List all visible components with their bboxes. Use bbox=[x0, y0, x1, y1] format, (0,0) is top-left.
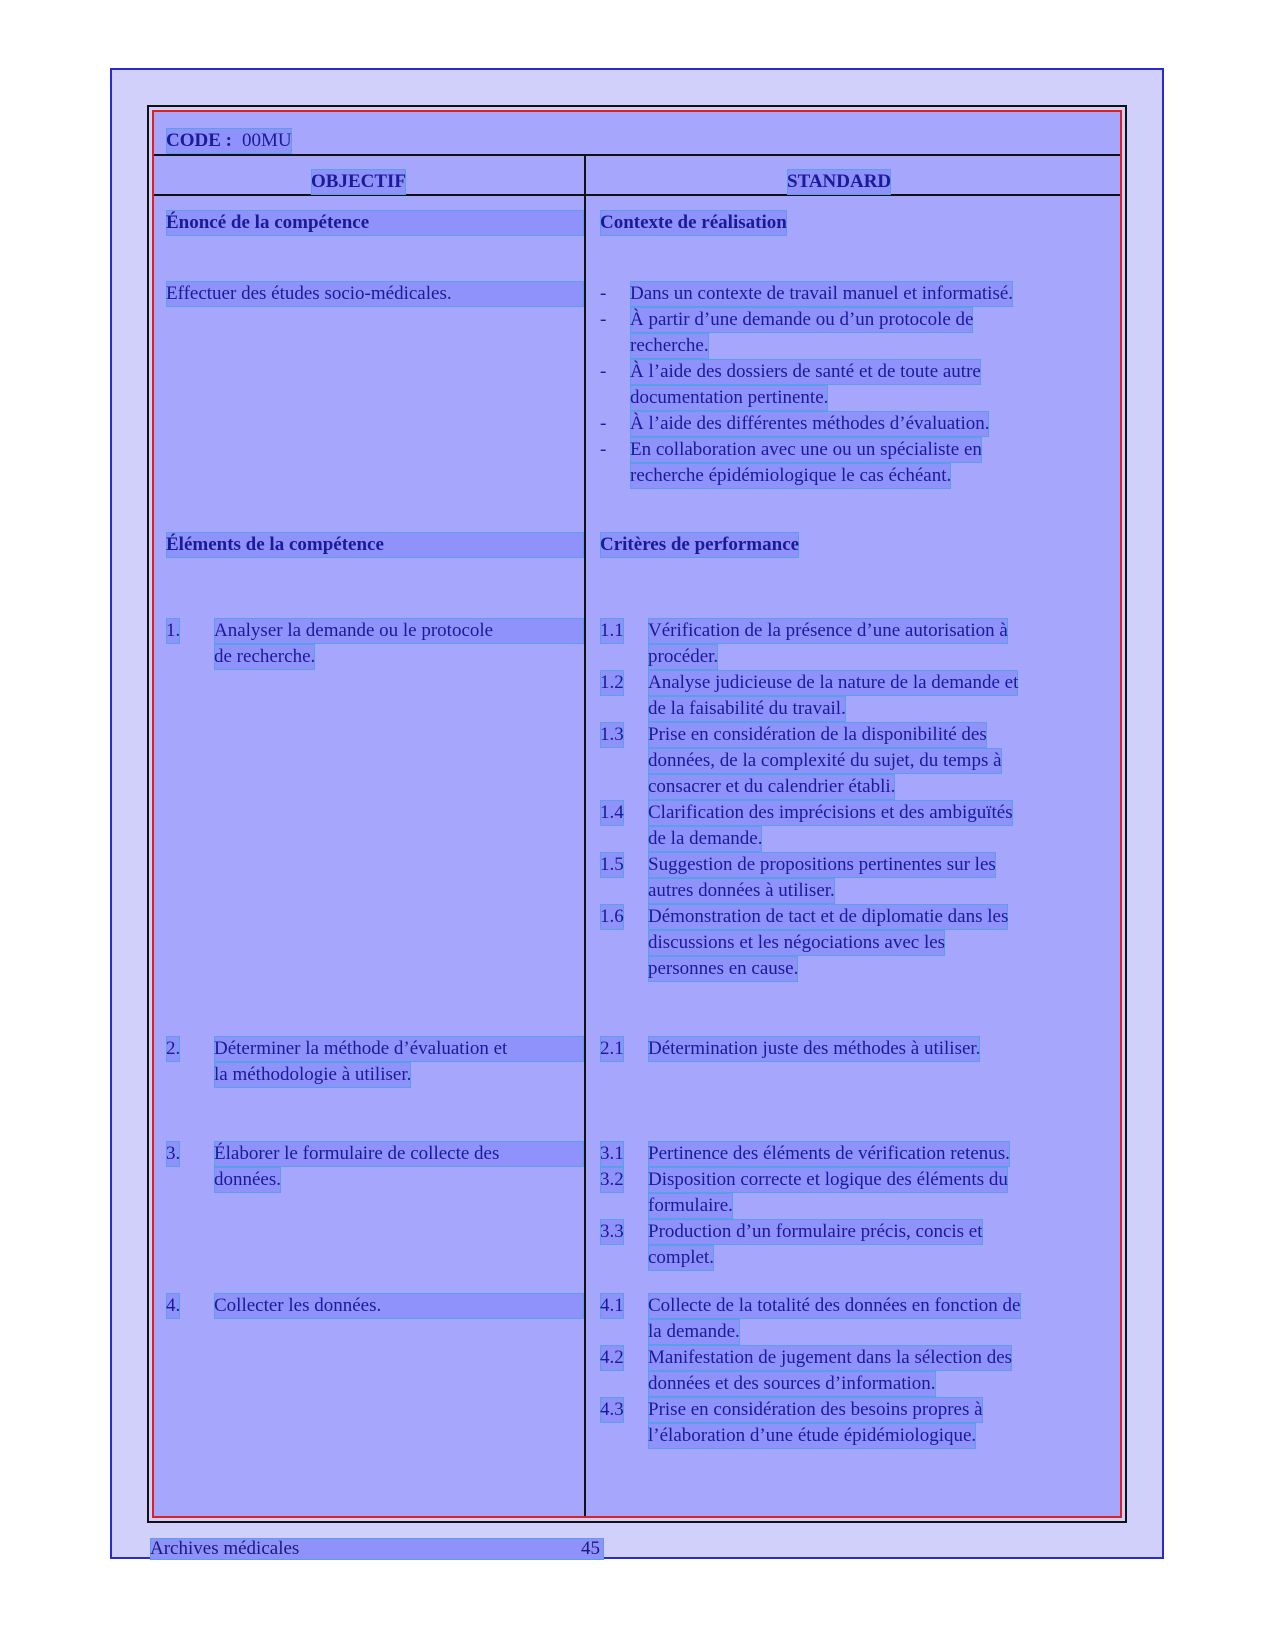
context-item-line: À l’aide des dossiers de santé et de toute autre bbox=[630, 359, 981, 385]
criterion-line: Suggestion de propositions pertinentes sur les bbox=[648, 852, 996, 878]
criterion-number: 4.3 bbox=[600, 1397, 624, 1423]
context-item-line: En collaboration avec une ou un spécialiste en bbox=[630, 437, 982, 463]
criterion-number: 3.3 bbox=[600, 1219, 624, 1245]
element-number: 2. bbox=[166, 1036, 180, 1062]
context-item-line: recherche. bbox=[630, 333, 709, 359]
criterion-line: discussions et les négociations avec les bbox=[648, 930, 945, 956]
element-number: 3. bbox=[166, 1141, 180, 1167]
criterion-line: la demande. bbox=[648, 1319, 740, 1345]
rule-under-headers bbox=[154, 194, 1120, 196]
criterion-line: l’élaboration d’une étude épidémiologique. bbox=[648, 1423, 976, 1449]
elements-title: Éléments de la compétence bbox=[166, 532, 584, 558]
header-objectif: OBJECTIF bbox=[311, 169, 406, 195]
competency-statement: Effectuer des études socio-médicales. bbox=[166, 281, 584, 307]
context-bullet: - bbox=[600, 283, 607, 304]
criterion-line: données, de la complexité du sujet, du temps à bbox=[648, 748, 1002, 774]
criterion-number: 1.6 bbox=[600, 904, 624, 930]
criterion-line: Manifestation de jugement dans la sélection des bbox=[648, 1345, 1012, 1371]
element-line: données. bbox=[214, 1167, 281, 1193]
context-item-line: À partir d’une demande ou d’un protocole de bbox=[630, 307, 973, 333]
element-line: Analyser la demande ou le protocole bbox=[214, 618, 584, 644]
context-bullet: - bbox=[600, 413, 607, 434]
criteria-title: Critères de performance bbox=[600, 532, 799, 558]
criterion-number: 1.3 bbox=[600, 722, 624, 748]
code-label: CODE : bbox=[166, 130, 232, 151]
criterion-number: 1.5 bbox=[600, 852, 624, 878]
context-item-line: Dans un contexte de travail manuel et informatisé. bbox=[630, 281, 1013, 307]
criterion-line: Clarification des imprécisions et des ambiguïtés bbox=[648, 800, 1013, 826]
criterion-line: Détermination juste des méthodes à utiliser. bbox=[648, 1036, 980, 1062]
criterion-line: Production d’un formulaire précis, concis et bbox=[648, 1219, 983, 1245]
code-line bbox=[166, 128, 292, 154]
criterion-line: données et des sources d’information. bbox=[648, 1371, 936, 1397]
criterion-number: 2.1 bbox=[600, 1036, 624, 1062]
criterion-line: Analyse judicieuse de la nature de la demande et bbox=[648, 670, 1018, 696]
criterion-line: Collecte de la totalité des données en fonction de bbox=[648, 1293, 1021, 1319]
context-item-line: documentation pertinente. bbox=[630, 385, 828, 411]
header-standard: STANDARD bbox=[787, 169, 891, 195]
criterion-line: Pertinence des éléments de vérification retenus. bbox=[648, 1141, 1010, 1167]
element-line: Élaborer le formulaire de collecte des bbox=[214, 1141, 584, 1167]
context-item-line: recherche épidémiologique le cas échéant. bbox=[630, 463, 951, 489]
element-line: Déterminer la méthode d’évaluation et bbox=[214, 1036, 584, 1062]
context-item-line: À l’aide des différentes méthodes d’évaluation. bbox=[630, 411, 989, 437]
rule-under-code bbox=[154, 154, 1120, 156]
column-divider bbox=[584, 154, 586, 1516]
criterion-line: Prise en considération de la disponibilité des bbox=[648, 722, 987, 748]
criterion-line: procéder. bbox=[648, 644, 718, 670]
footer-title: Archives médicales bbox=[150, 1538, 300, 1559]
criterion-number: 4.2 bbox=[600, 1345, 624, 1371]
criterion-number: 3.2 bbox=[600, 1167, 624, 1193]
statement-title: Énoncé de la compétence bbox=[166, 210, 584, 236]
criterion-number: 1.4 bbox=[600, 800, 624, 826]
page-number: 45 bbox=[581, 1538, 600, 1559]
criterion-number: 4.1 bbox=[600, 1293, 624, 1319]
criterion-line: Vérification de la présence d’une autorisation à bbox=[648, 618, 1008, 644]
context-bullet: - bbox=[600, 439, 607, 460]
criterion-line: formulaire. bbox=[648, 1193, 733, 1219]
criterion-line: Disposition correcte et logique des éléments du bbox=[648, 1167, 1008, 1193]
code-value: 00MU bbox=[241, 130, 292, 151]
criterion-line: de la demande. bbox=[648, 826, 762, 852]
criterion-line: de la faisabilité du travail. bbox=[648, 696, 846, 722]
element-line: Collecter les données. bbox=[214, 1293, 584, 1319]
criterion-number: 1.2 bbox=[600, 670, 624, 696]
criterion-line: consacrer et du calendrier établi. bbox=[648, 774, 895, 800]
footer bbox=[150, 1538, 604, 1560]
context-title: Contexte de réalisation bbox=[600, 210, 787, 236]
criterion-line: Prise en considération des besoins propres à bbox=[648, 1397, 983, 1423]
criterion-line: complet. bbox=[648, 1245, 714, 1271]
criterion-line: autres données à utiliser. bbox=[648, 878, 835, 904]
element-line: la méthodologie à utiliser. bbox=[214, 1062, 411, 1088]
criterion-number: 3.1 bbox=[600, 1141, 624, 1167]
criterion-line: Démonstration de tact et de diplomatie dans les bbox=[648, 904, 1008, 930]
context-bullet: - bbox=[600, 309, 607, 330]
element-number: 4. bbox=[166, 1293, 180, 1319]
criterion-number: 1.1 bbox=[600, 618, 624, 644]
element-number: 1. bbox=[166, 618, 180, 644]
criterion-line: personnes en cause. bbox=[648, 956, 798, 982]
context-bullet: - bbox=[600, 361, 607, 382]
element-line: de recherche. bbox=[214, 644, 315, 670]
